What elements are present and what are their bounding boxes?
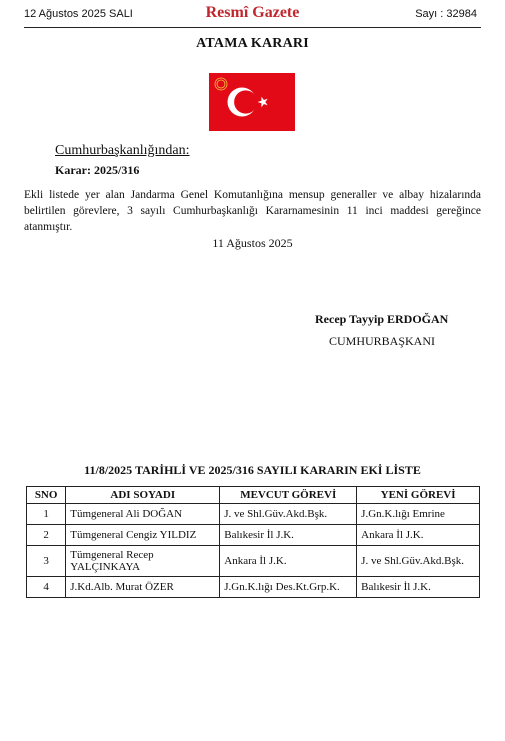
row-sno: 1	[27, 504, 66, 525]
row-current-duty: Ankara İl J.K.	[220, 546, 357, 577]
row-new-duty: J. ve Shl.Güv.Akd.Bşk.	[357, 546, 480, 577]
turkish-flag-icon	[209, 73, 295, 131]
list-title: 11/8/2025 TARİHLİ VE 2025/316 SAYILI KARARIN EKİ LİSTE	[84, 463, 421, 477]
signer-name: Recep Tayyip ERDOĞAN	[315, 312, 449, 326]
header-sno: SNO	[27, 487, 66, 504]
appointment-table	[26, 486, 480, 598]
row-sno: 3	[27, 546, 66, 577]
table-row	[27, 577, 480, 598]
table-row	[27, 504, 480, 525]
row-sno: 4	[27, 577, 66, 598]
row-new-duty: Balıkesir İl J.K.	[357, 577, 480, 598]
decision-number: Karar: 2025/316	[55, 163, 140, 177]
gazette-header	[24, 4, 481, 26]
row-name: J.Kd.Alb. Murat ÖZER	[66, 577, 220, 598]
decision-date: 11 Ağustos 2025	[212, 236, 293, 250]
table-row	[27, 546, 480, 577]
signer-title: CUMHURBAŞKANI	[329, 334, 436, 348]
row-name: Tümgeneral Ali DOĞAN	[66, 504, 220, 525]
table-header-row	[27, 487, 480, 504]
header-divider	[24, 27, 481, 28]
row-name: Tümgeneral Recep YALÇINKAYA	[66, 546, 220, 577]
row-current-duty: Balıkesir İl J.K.	[220, 525, 357, 546]
gazette-title: Resmî Gazete	[205, 4, 300, 21]
row-current-duty: J. ve Shl.Güv.Akd.Bşk.	[220, 504, 357, 525]
document-title: ATAMA KARARI	[196, 36, 309, 51]
header-new-duty: YENİ GÖREVİ	[357, 487, 480, 504]
issuing-institution: Cumhurbaşkanlığından:	[55, 143, 190, 158]
table-row	[27, 525, 480, 546]
issue-number: Sayı : 32984	[415, 8, 477, 20]
row-sno: 2	[27, 525, 66, 546]
header-name: ADI SOYADI	[66, 487, 220, 504]
header-current-duty: MEVCUT GÖREVİ	[220, 487, 357, 504]
row-new-duty: Ankara İl J.K.	[357, 525, 480, 546]
row-current-duty: J.Gn.K.lığı Des.Kt.Grp.K.	[220, 577, 357, 598]
header-date: 12 Ağustos 2025 SALI	[24, 8, 133, 20]
row-new-duty: J.Gn.K.lığı Emrine	[357, 504, 480, 525]
row-name: Tümgeneral Cengiz YILDIZ	[66, 525, 220, 546]
decision-body: Ekli listede yer alan Jandarma Genel Komutanlığına mensup generaller ve albay hizalarında belirtilen görevlere, 3 sayılı Cumhurbaşkanlığı Kararnamesinin 11 inci maddesi gereğince atanmıştır.	[24, 189, 481, 233]
